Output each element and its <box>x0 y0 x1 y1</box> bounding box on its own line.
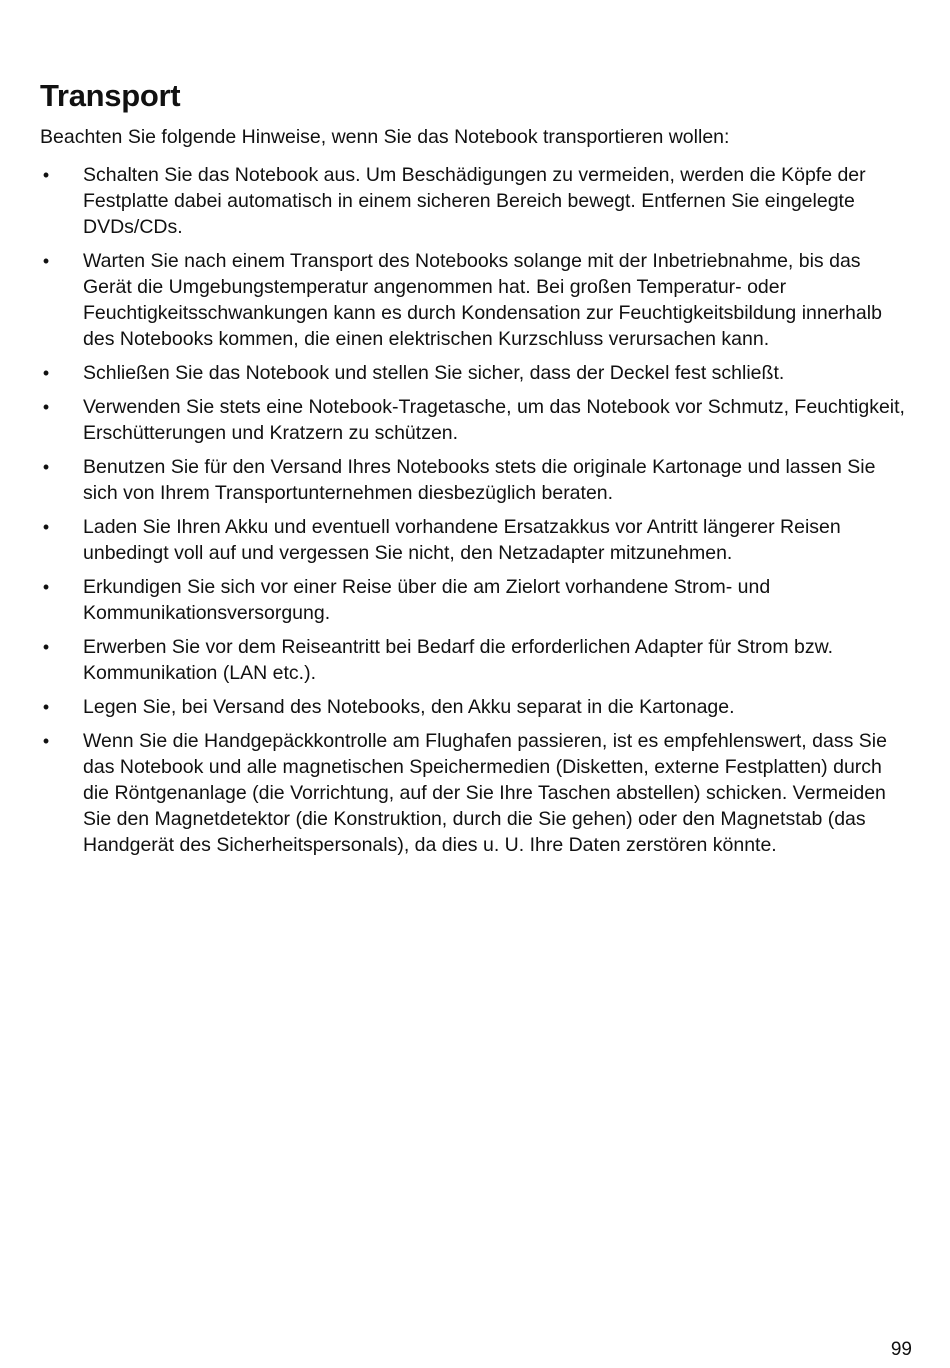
list-item-text: Schalten Sie das Notebook aus. Um Beschädigungen zu vermeiden, werden die Köpfe der Festplatte dabei automatisch in einem sicheren Bereich bewegt. Entfernen Sie eingelegte DVDs/CDs. <box>83 164 866 238</box>
list-item <box>40 574 912 626</box>
bullet-icon: • <box>42 731 50 751</box>
list-item-text: Laden Sie Ihren Akku und eventuell vorhandene Ersatzakkus vor Antritt längerer Reisen unbedingt voll auf und vergessen Sie nicht, den Netzadapter mitzunehmen. <box>83 516 841 564</box>
bullet-icon: • <box>42 251 50 271</box>
section-heading: Transport <box>40 78 181 113</box>
list-item <box>40 248 912 352</box>
list-item <box>40 162 912 240</box>
bullet-icon: • <box>42 697 50 717</box>
bullet-icon: • <box>42 457 50 477</box>
list-item-text: Wenn Sie die Handgepäckkontrolle am Flughafen passieren, ist es empfehlenswert, dass Sie das Notebook und alle magnetischen Speichermedien (Disketten, externe Festplatten) durch die Röntgenanlage (die Vorrichtung, auf der Sie Ihre Taschen abstellen) schicken. Vermeiden Sie den Magnetdetektor (die Konstruktion, durch die Sie gehen) oder den Magnetstab (das Handgerät des Sicherheitspersonals), da dies u. U. Ihre Daten zerstören könnte. <box>83 730 887 856</box>
bullet-icon: • <box>42 397 50 417</box>
bullet-icon: • <box>42 577 50 597</box>
list-item <box>40 360 912 386</box>
list-item <box>40 454 912 506</box>
list-item <box>40 394 912 446</box>
list-item-text: Verwenden Sie stets eine Notebook-Tragetasche, um das Notebook vor Schmutz, Feuchtigkeit, Erschütterungen und Kratzern zu schützen. <box>83 396 905 444</box>
bullet-icon: • <box>42 517 50 537</box>
list-item <box>40 728 912 858</box>
bullet-list <box>40 162 912 858</box>
list-item-text: Erwerben Sie vor dem Reiseantritt bei Bedarf die erforderlichen Adapter für Strom bzw. Kommunikation (LAN etc.). <box>83 636 834 684</box>
list-item <box>40 694 912 720</box>
document-page <box>40 76 912 866</box>
list-item-text: Legen Sie, bei Versand des Notebooks, den Akku separat in die Kartonage. <box>83 696 735 718</box>
list-item-text: Warten Sie nach einem Transport des Notebooks solange mit der Inbetriebnahme, bis das Gerät die Umgebungstemperatur angenommen hat. Bei großen Temperatur- oder Feuchtigkeitsschwankungen kann es durch Kondensation zur Feuchtigkeitsbildung innerhalb des Notebooks kommen, die einen elektrischen Kurzschluss verursachen kann. <box>83 250 882 350</box>
bullet-icon: • <box>42 165 50 185</box>
list-item-text: Erkundigen Sie sich vor einer Reise über die am Zielort vorhandene Strom- und Kommunikationsversorgung. <box>83 576 771 624</box>
list-item-text: Benutzen Sie für den Versand Ihres Notebooks stets die originale Kartonage und lassen Sie sich von Ihrem Transportunternehmen diesbezüglich beraten. <box>83 456 876 504</box>
list-item-text: Schließen Sie das Notebook und stellen Sie sicher, dass der Deckel fest schließt. <box>83 362 785 384</box>
bullet-icon: • <box>42 363 50 383</box>
list-item <box>40 634 912 686</box>
intro-paragraph: Beachten Sie folgende Hinweise, wenn Sie das Notebook transportieren wollen: <box>40 126 730 148</box>
page-number: 99 <box>890 1339 912 1360</box>
bullet-icon: • <box>42 637 50 657</box>
list-item <box>40 514 912 566</box>
